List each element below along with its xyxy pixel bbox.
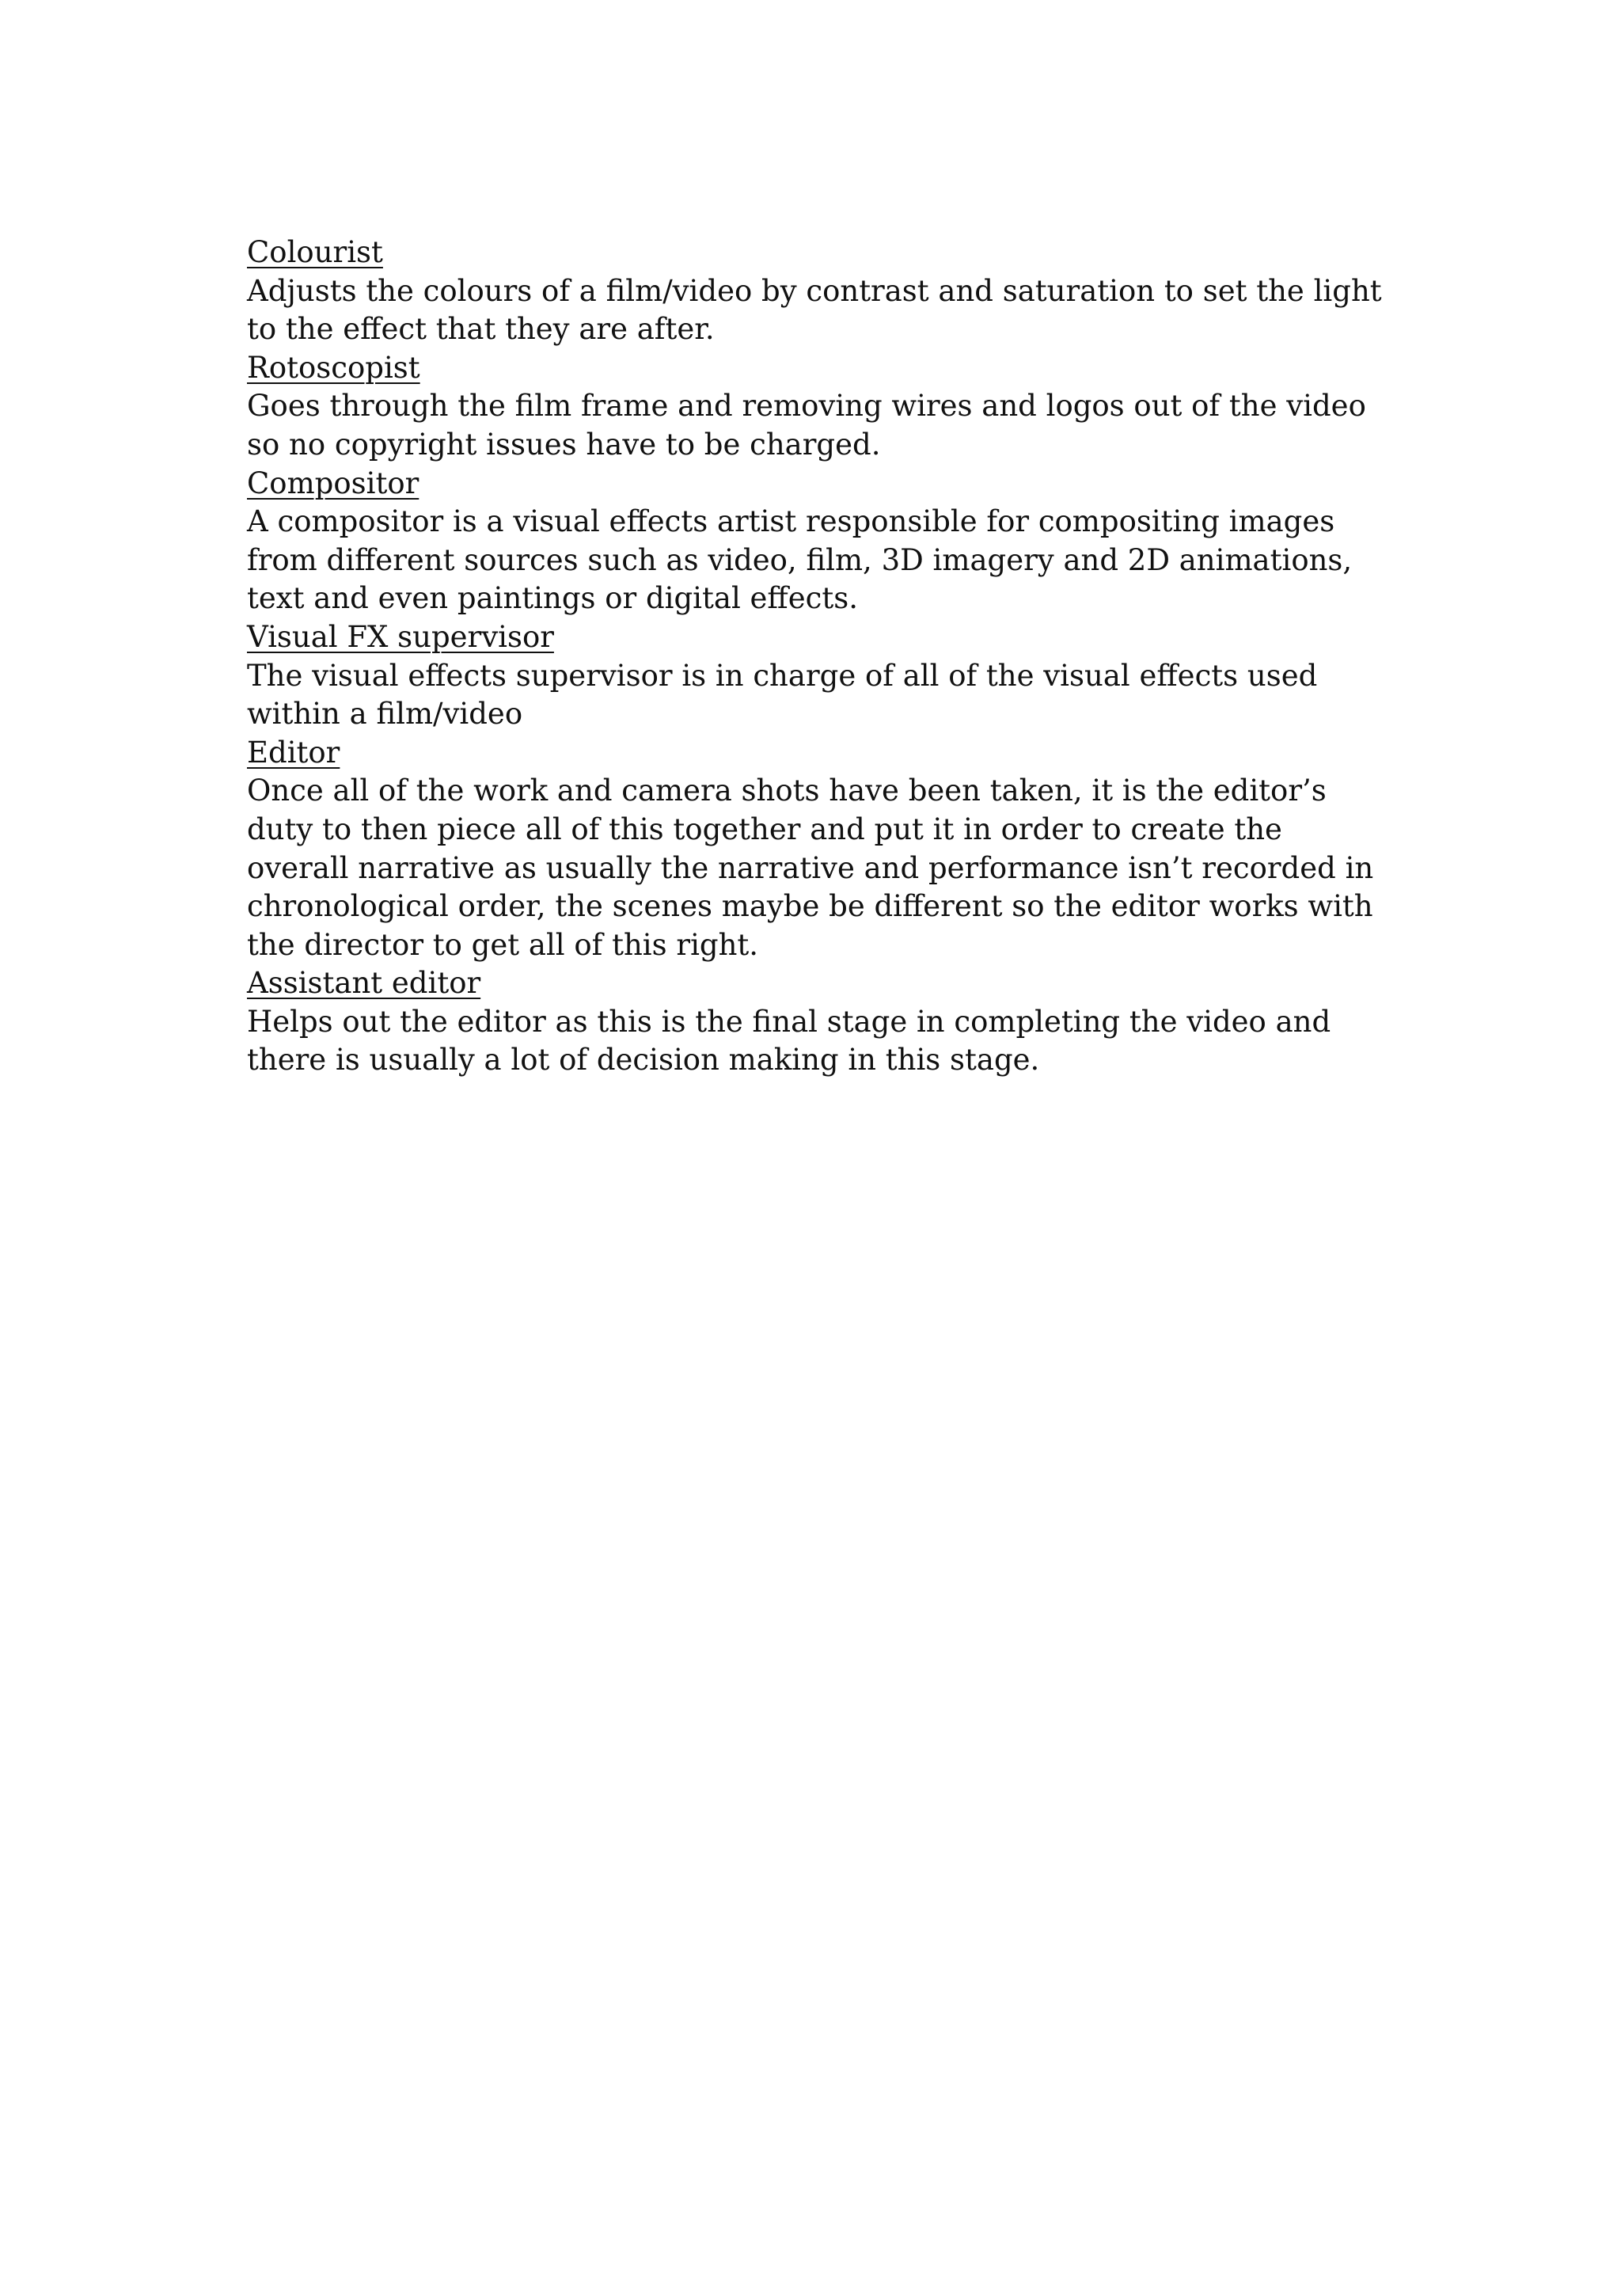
role-description: Adjusts the colours of a film/video by contrast and saturation to set the light to the effect that they are after. xyxy=(247,273,1382,347)
role-description: Once all of the work and camera shots have been taken, it is the editor’s duty to then piece all of this together and put it in order to create the overall narrative as usually the narrative and performance isn’t recorded in chronological order, the scenes maybe be different so the editor works with the director to get all of this right. xyxy=(247,774,1374,962)
role-section-colourist xyxy=(247,234,1387,349)
role-section-editor xyxy=(247,734,1387,965)
role-heading: Editor xyxy=(247,735,340,770)
role-description: The visual effects supervisor is in charge of all of the visual effects used within a film/video xyxy=(247,658,1318,732)
role-heading: Rotoscopist xyxy=(247,350,420,385)
role-description: A compositor is a visual effects artist responsible for compositing images from different sources such as video, film, 3D imagery and 2D animations, text and even paintings or digital effects. xyxy=(247,504,1353,616)
role-section-visual-fx-supervisor xyxy=(247,618,1387,734)
role-heading: Colourist xyxy=(247,235,383,269)
role-section-assistant-editor xyxy=(247,964,1387,1080)
role-heading: Visual FX supervisor xyxy=(247,619,554,654)
role-description: Helps out the editor as this is the final stage in completing the video and there is usually a lot of decision making in this stage. xyxy=(247,1004,1331,1078)
role-description: Goes through the film frame and removing wires and logos out of the video so no copyright issues have to be charged. xyxy=(247,389,1366,462)
role-heading: Compositor xyxy=(247,466,419,500)
role-heading: Assistant editor xyxy=(247,966,481,1001)
document-body xyxy=(247,234,1387,1080)
role-section-compositor xyxy=(247,465,1387,618)
role-section-rotoscopist xyxy=(247,349,1387,465)
